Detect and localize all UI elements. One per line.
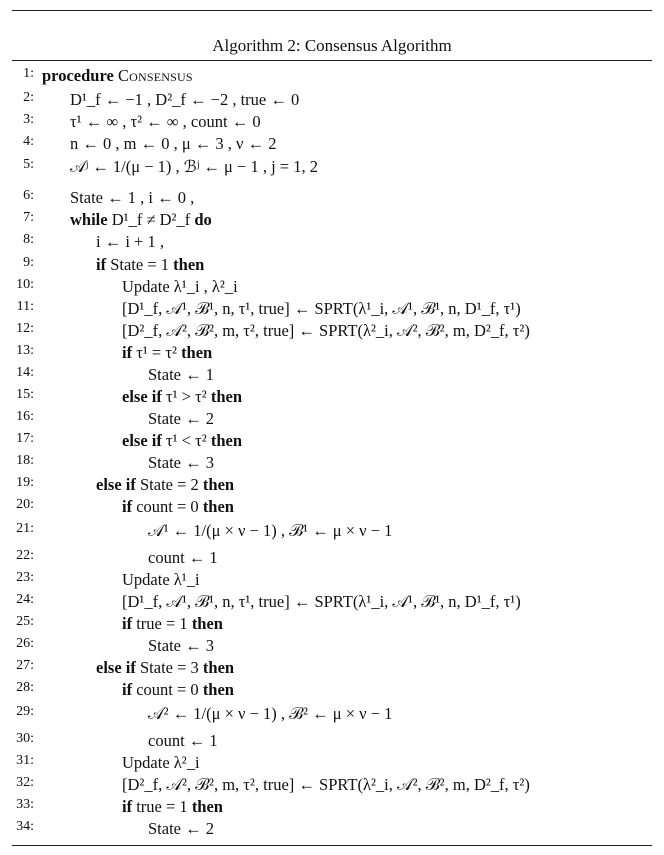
line-number: 1: — [23, 66, 34, 81]
line-number: 9: — [23, 255, 34, 270]
line-number: 30: — [16, 731, 34, 746]
line-code: 𝒜ʲ ← 1/(μ − 1) , ℬʲ ← μ − 1 , j = 1, 2 — [70, 157, 318, 176]
line-number: 6: — [23, 188, 34, 203]
line-code: State ← 2 — [148, 819, 214, 838]
line-code: State ← 1 — [148, 365, 214, 384]
line-number: 10: — [16, 277, 34, 292]
line-code: if τ¹ = τ² then — [122, 343, 213, 362]
line-code: count ← 1 — [148, 731, 218, 750]
line-code: State ← 3 — [148, 453, 214, 472]
line-number: 7: — [23, 210, 34, 225]
line-code: if count = 0 then — [122, 497, 234, 516]
line-number: 4: — [23, 134, 34, 149]
algorithm-caption: Algorithm 2: Consensus Algorithm — [212, 36, 452, 55]
line-number: 17: — [16, 431, 34, 446]
line-code: State ← 1 , i ← 0 , — [70, 188, 195, 207]
line-code: Update λ¹_i , λ²_i — [122, 277, 238, 296]
line-code: n ← 0 , m ← 0 , μ ← 3 , ν ← 2 — [70, 134, 277, 153]
line-number: 25: — [16, 614, 34, 629]
line-number: 12: — [16, 321, 34, 336]
line-number: 23: — [16, 570, 34, 585]
line-code: 𝒜² ← 1/(μ × ν − 1) , ℬ² ← μ × ν − 1 — [148, 704, 393, 723]
caption-rule — [12, 60, 652, 61]
line-code: if true = 1 then — [122, 797, 223, 816]
line-code: if count = 0 then — [122, 680, 234, 699]
line-number: 2: — [23, 90, 34, 105]
line-code: count ← 1 — [148, 548, 218, 567]
line-code: else if τ¹ < τ² then — [122, 431, 242, 450]
line-number: 33: — [16, 797, 34, 812]
line-code: [D¹_f, 𝒜¹, ℬ¹, n, τ¹, true] ← SPRT(λ¹_i, 𝒜¹, ℬ¹, n, D¹_f, τ¹) — [122, 299, 521, 318]
line-code: [D²_f, 𝒜², ℬ², m, τ², true] ← SPRT(λ²_i, 𝒜², ℬ², m, D²_f, τ²) — [122, 321, 530, 340]
line-code: while D¹_f ≠ D²_f do — [70, 210, 212, 229]
line-number: 27: — [16, 658, 34, 673]
line-number: 20: — [16, 497, 34, 512]
bottom-rule — [12, 845, 652, 846]
line-code: [D²_f, 𝒜², ℬ², m, τ², true] ← SPRT(λ²_i, 𝒜², ℬ², m, D²_f, τ²) — [122, 775, 530, 794]
line-number: 19: — [16, 475, 34, 490]
top-rule — [12, 10, 652, 11]
line-number: 24: — [16, 592, 34, 607]
line-number: 34: — [16, 819, 34, 834]
line-code: else if State = 3 then — [96, 658, 235, 677]
line-code: State ← 3 — [148, 636, 214, 655]
line-code: if State = 1 then — [96, 255, 205, 274]
line-number: 29: — [16, 704, 34, 719]
line-number: 18: — [16, 453, 34, 468]
line-number: 28: — [16, 680, 34, 695]
line-code: procedure Consensus — [42, 66, 193, 85]
line-code: else if τ¹ > τ² then — [122, 387, 242, 406]
line-code: 𝒜¹ ← 1/(μ × ν − 1) , ℬ¹ ← μ × ν − 1 — [148, 521, 393, 540]
line-number: 22: — [16, 548, 34, 563]
line-code: Update λ²_i — [122, 753, 200, 772]
line-number: 8: — [23, 232, 34, 247]
line-code: i ← i + 1 , — [96, 232, 164, 251]
line-code: Update λ¹_i — [122, 570, 200, 589]
line-number: 14: — [16, 365, 34, 380]
line-code: else if State = 2 then — [96, 475, 235, 494]
line-number: 11: — [16, 299, 34, 314]
line-code: State ← 2 — [148, 409, 214, 428]
line-number: 32: — [16, 775, 34, 790]
line-code: D¹_f ← −1 , D²_f ← −2 , true ← 0 — [70, 90, 300, 109]
line-number: 15: — [16, 387, 34, 402]
line-number: 31: — [16, 753, 34, 768]
line-number: 13: — [16, 343, 34, 358]
line-number: 21: — [16, 521, 34, 536]
line-number: 5: — [23, 157, 34, 172]
line-number: 16: — [16, 409, 34, 424]
line-number: 3: — [23, 112, 34, 127]
line-number: 26: — [16, 636, 34, 651]
line-code: τ¹ ← ∞ , τ² ← ∞ , count ← 0 — [70, 112, 261, 131]
line-code: if true = 1 then — [122, 614, 223, 633]
line-code: [D¹_f, 𝒜¹, ℬ¹, n, τ¹, true] ← SPRT(λ¹_i, 𝒜¹, ℬ¹, n, D¹_f, τ¹) — [122, 592, 521, 611]
